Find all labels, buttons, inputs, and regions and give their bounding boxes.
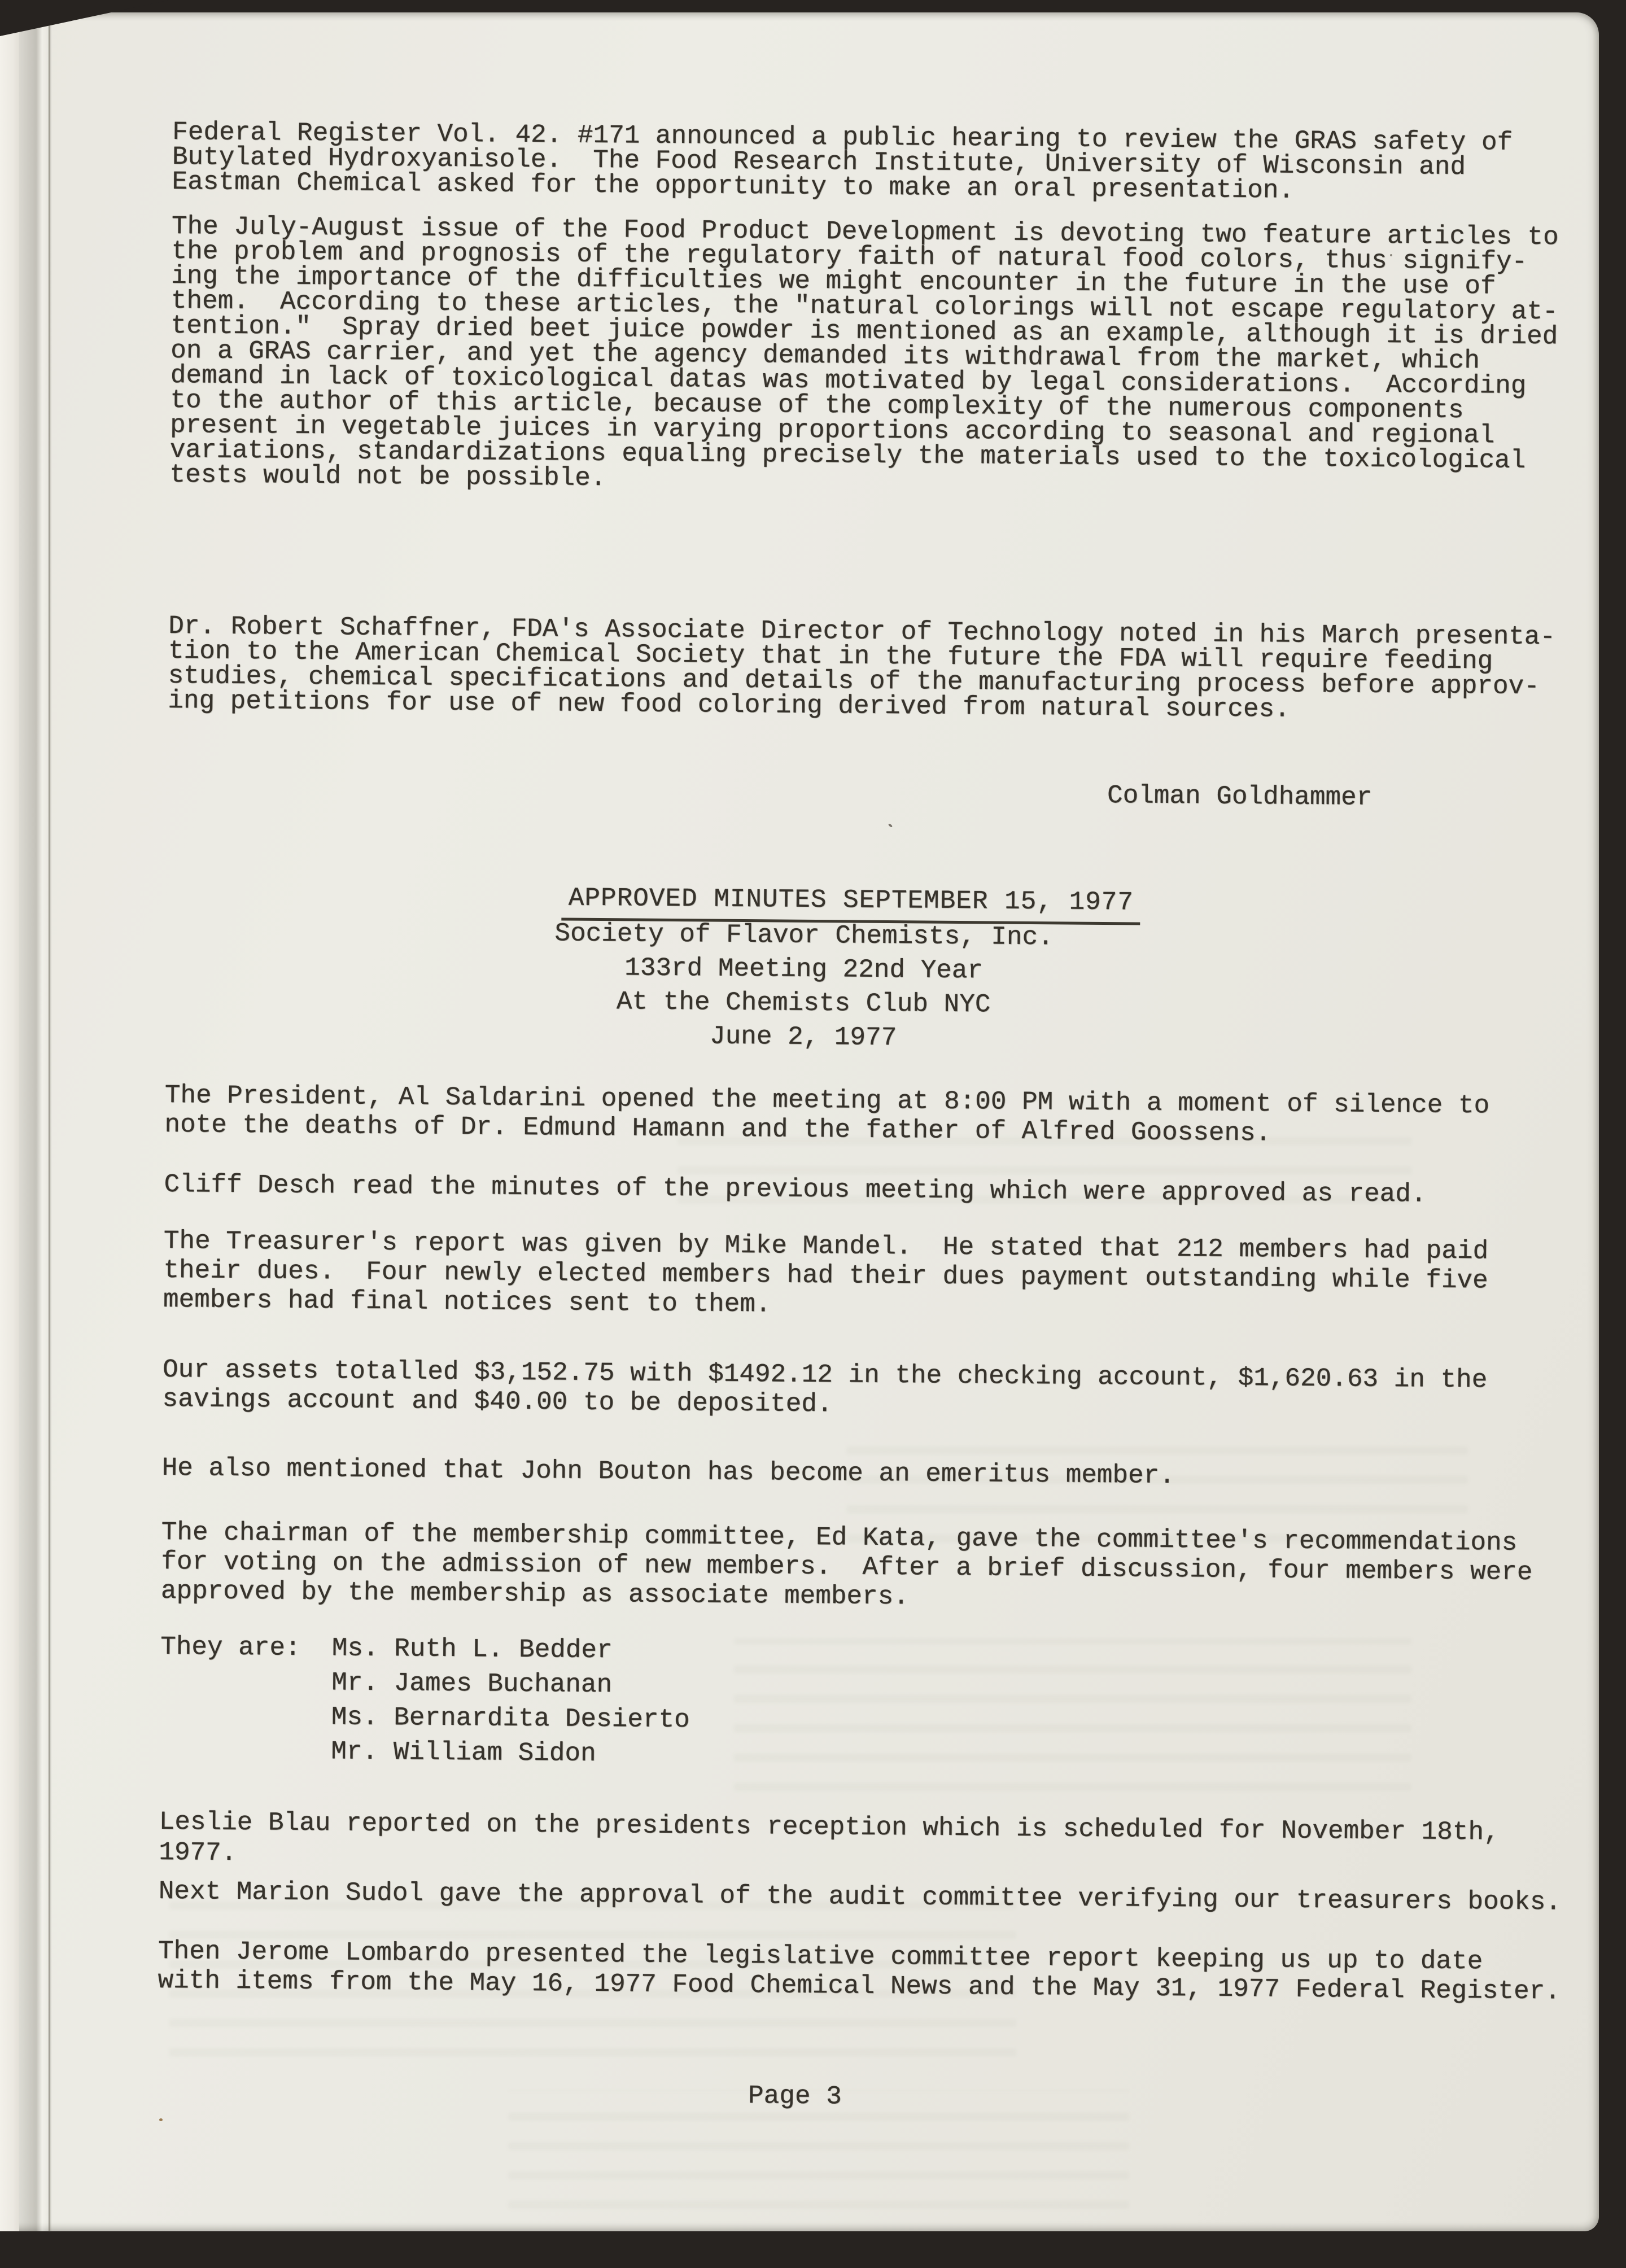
- typewritten-text: [156, 12, 1562, 2241]
- paragraph-federal-register: Federal Register Vol. 42. #171 announced a public hearing to review the GRAS safety of Butylated Hydroxyanisole. The Food Research Institute, University of Wisconsin and Eastman Chemical asked for the opportunity to make an oral presentation.: [172, 117, 1513, 206]
- paragraph-audit-committee: Next Marion Sudol gave the approval of the audit committee verifying our treasurers books.: [158, 1876, 1562, 1917]
- paragraph-assets: Our assets totalled $3,152.75 with $1492.12 in the checking account, $1,620.63 in the savings account and $40.00 to be deposited.: [162, 1354, 1488, 1419]
- paragraph-membership-committee: The chairman of the membership committee, Ed Kata, gave the committee's recommendations for voting on the admission of new members. After a brief discussion, four members were approved by the membership as associate members.: [160, 1517, 1533, 1612]
- paragraph-food-product-development: The July-August issue of the Food Product Development is devoting two feature articles to the problem and prognosis of the regulatory faith of natural food colors, thus signify- ing the importance of the difficulties we might encounter in the future in the use of them. According to these articles, the "natural colorings will not escape regulatory at- tention." Spray dried beet juice powder is mentioned as an example, although it is dried on a GRAS carrier, and yet the agency demanded its withdrawal from the market, which demand in lack of toxicological datas was motivated by legal considerations. According to the author of this article, because of the complexity of the numerous components present in vegetable juices in varying proportions according to seasonal and regional variations, standardizations equaling precisely the materials used to the toxicological tests would not be possible.: [169, 212, 1559, 493]
- paragraph-presidents-reception: Leslie Blau reported on the presidents reception which is scheduled for November 18th, 1977.: [159, 1807, 1500, 1868]
- binding-fold-crease: [49, 12, 50, 2231]
- paragraph-meeting-opening: The President, Al Saldarini opened the meeting at 8:00 PM with a moment of silence to note the deaths of Dr. Edmund Hamann and the father of Alfred Goossens.: [164, 1081, 1490, 1148]
- adjacent-page-edge: [0, 12, 19, 2231]
- paragraph-treasurer-report: The Treasurer's report was given by Mike Mandel. He stated that 212 members had paid their dues. Four newly elected members had their dues payment outstanding while five members had final notices sent to them.: [163, 1226, 1489, 1319]
- new-members-list: They are: Ms. Ruth L. Bedder Mr. James Buchanan Ms. Bernardita Desierto Mr. William Sidon: [159, 1632, 690, 1769]
- binding-fold-shadow: [19, 12, 52, 2231]
- minutes-heading-text: APPROVED MINUTES SEPTEMBER 15, 1977: [562, 886, 1141, 925]
- paragraph-legislative-committee: Then Jerome Lombardo presented the legislative committee report keeping us up to date with items from the May 16, 1977 Food Chemical News and the May 31, 1977 Federal Register.: [158, 1936, 1561, 2007]
- paragraph-schaffner: Dr. Robert Schaffner, FDA's Associate Director of Technology noted in his March presenta- tion to the American Chemical Society that in the future the FDA will require feeding studies, chemical specifications and details of the manufacturing process before approv- ing petitions for use of new food coloring derived from natural sources.: [168, 611, 1556, 724]
- signature-name: Colman Goldhammer: [1107, 781, 1373, 812]
- paragraph-emeritus-member: He also mentioned that John Bouton has become an emeritus member.: [161, 1453, 1175, 1491]
- meeting-info-block: Society of Flavor Chemists, Inc. 133rd Meeting 22nd Year At the Chemists Club NYC June 2, 1977: [554, 919, 1054, 1053]
- scanned-document-page: [0, 12, 1599, 2231]
- page-number: Page 3: [748, 2081, 842, 2112]
- paragraph-minutes-read: Cliff Desch read the minutes of the previous meeting which were approved as read.: [164, 1169, 1427, 1209]
